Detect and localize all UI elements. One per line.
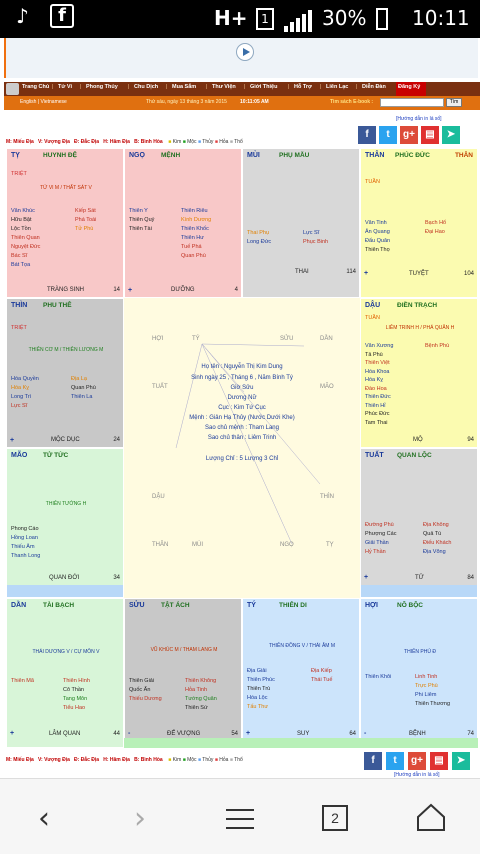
play-icon[interactable] bbox=[236, 43, 254, 61]
chu-menh: Sao chủ mệnh : Tham Lang bbox=[205, 425, 279, 431]
palace-mao[interactable]: MÃO TỬ TỨC THIÊN TƯỚNG H Phong Cáo Hồng Loan Thiếu Âm Thanh Long QUAN ĐỚI 34 bbox=[6, 448, 124, 598]
gplus-share-icon[interactable]: g+ bbox=[408, 752, 426, 770]
palace-dau[interactable]: DẬU ĐIỀN TRẠCH TUẦN LIÊM TRINH H / PHÁ QUÂN H Văn Xương Tả Phù Thiên Việt Hóa Khoa Hóa Kỵ Đào Hoa Thiên Đức Thiên Hỉ Phúc Đức Tam Thai Bệnh Phù MỘ 94 bbox=[360, 298, 478, 448]
nav-item-diendan[interactable]: Diễn Đàn bbox=[362, 84, 386, 90]
battery-level: 30% bbox=[322, 6, 367, 30]
nav-item-thuvien[interactable]: Thư Viện bbox=[212, 84, 236, 90]
birth-date: Sinh ngày 25 , Tháng 6 , Năm Bính Tý bbox=[191, 375, 293, 381]
legend-top: M: Miếu Địa V: Vượng Địa Đ: Đắc Địa H: Hãm Địa B: Bình Hòa ■ Kim ■ Mộc ■ Thủy ■ Hỏa ■ Thổ bbox=[6, 139, 243, 145]
luong-chi: Lượng Chỉ : 5 Lượng 3 Chỉ bbox=[205, 456, 279, 462]
battery-icon bbox=[376, 8, 388, 30]
palace-ngo[interactable]: NGỌ MỆNH Thiên Y Thiên Quý Thiên Tài Thiên Riêu Kình Dương Thiên Khốc Thiên Hư Tuế Phá Quan Phù + DƯỠNG 4 bbox=[124, 148, 242, 298]
telegram-icon[interactable]: ➤ bbox=[452, 752, 470, 770]
twitter-share-icon[interactable]: t bbox=[379, 126, 397, 144]
share-bar-bottom bbox=[364, 752, 480, 770]
center-info-panel: HỢI TÝ SỬU DẦN TUẤT MÃO DẬU THÌN THÂN MÙI NGỌ TỴ Họ tên : Nguyễn Thị Kim Dung Sinh ngày 25 , Tháng 6 , Năm Bính Tý Giờ Sửu Dương Nữ Cục : Kim Tứ Cục Mệnh : Giản Hạ Thủy (Nước Dưới Khe) Sao chủ mệnh : Tham Lang Sao chủ thân : Liêm Trinh Lượng Chỉ : 5 Lượng 3 Chỉ bbox=[124, 298, 360, 598]
gender: Dương Nữ bbox=[227, 395, 257, 401]
palace-ty2[interactable]: TÝ THIÊN DI THIÊN ĐỒNG V / THÁI ÂM M Địa Giải Thiên Phúc Thiên Trù Hóa Lộc Tấu Thư Địa Kiếp Thái Tuế + SUY 64 bbox=[242, 598, 360, 748]
palace-mui[interactable]: MÙI PHỤ MẪU Thai Phụ Long Đức Lực Sĩ Phục Binh THAI 114 bbox=[242, 148, 360, 298]
language-switch[interactable]: English | Vietnamese bbox=[20, 99, 67, 105]
date-text: Thứ sáu, ngày 13 tháng 3 năm 2015 bbox=[146, 99, 227, 105]
nav-item-phongthuy[interactable]: Phong Thủy bbox=[86, 84, 118, 90]
network-type: H+ bbox=[214, 6, 248, 30]
twitter-share-icon[interactable]: t bbox=[386, 752, 404, 770]
palace-thin[interactable]: THÌN PHU THÊ TRIỆT THIÊN CƠ M / THIÊN LƯƠNG M Hóa Quyền Hóa Kỵ Long Trì Lực Sĩ Địa Lạ Quan Phù Thiên La + MỘC DỤC 24 bbox=[6, 298, 124, 448]
facebook-share-icon[interactable]: f bbox=[364, 752, 382, 770]
logo-icon[interactable] bbox=[6, 83, 19, 95]
signal-icon bbox=[284, 10, 312, 37]
aspect-lines bbox=[124, 298, 360, 598]
browser-toolbar bbox=[0, 778, 480, 854]
print-help-link-bottom[interactable]: [Hướng dẫn in lá số] bbox=[394, 772, 440, 778]
menu-icon[interactable] bbox=[226, 807, 254, 836]
nav-item-gioithieu[interactable]: Giới Thiệu bbox=[250, 84, 278, 90]
horoscope-grid bbox=[6, 148, 478, 748]
facebook-share-icon[interactable]: f bbox=[358, 126, 376, 144]
nav-item-home[interactable]: Trang Chủ bbox=[22, 84, 50, 90]
palace-than[interactable]: THÂN PHÚC ĐỨC THÂN TUẦN Văn Tinh Ân Quang Đẩu Quân Thiên Thọ Bạch Hổ Đại Hao + TUYỆT 104 bbox=[360, 148, 478, 298]
main-nav: Trang Chủ | Tử Vi | Phong Thủy | Chu Dịch | Mua Sắm | Thư Viện | Giới Thiệu | Hỗ Trợ | Liên Lạc | Diễn Đàn Đăng Ký bbox=[4, 82, 480, 96]
sim-icon: 1 bbox=[256, 8, 274, 30]
clock: 10:11 bbox=[412, 6, 470, 30]
menh: Mệnh : Giản Hạ Thủy (Nước Dưới Khe) bbox=[189, 415, 295, 421]
ebook-label: Tìm sách E-book : bbox=[330, 99, 374, 105]
music-icon: ♪ bbox=[16, 4, 29, 28]
birth-hour: Giờ Sửu bbox=[230, 385, 254, 391]
print-icon[interactable]: ▤ bbox=[421, 126, 439, 144]
home-icon[interactable] bbox=[416, 803, 446, 836]
status-bar bbox=[0, 0, 480, 38]
browser-viewport bbox=[0, 38, 480, 778]
chu-than: Sao chủ thân : Liêm Trinh bbox=[207, 435, 277, 441]
palace-hoi[interactable]: HỢI NÔ BỘC THIÊN PHỦ Đ Thiên Khôi Linh Tinh Trực Phù Phi Liêm Thiên Thương - BỆNH 74 bbox=[360, 598, 478, 748]
forward-icon[interactable]: › bbox=[134, 801, 146, 836]
sub-nav bbox=[4, 96, 480, 110]
facebook-icon: f bbox=[50, 4, 74, 28]
print-help-link[interactable]: [Hướng dẫn in lá số] bbox=[396, 116, 442, 122]
gplus-share-icon[interactable]: g+ bbox=[400, 126, 418, 144]
palace-suu[interactable]: SỬU TẬT ÁCH VŨ KHÚC M / THAM LANG M Thiên Giải Quốc Ấn Thiếu Dương Thiên Không Hỏa Tinh Tướng Quân Thiên Sứ - ĐẾ VƯỢNG 54 bbox=[124, 598, 242, 748]
cuc: Cục : Kim Tứ Cục bbox=[218, 405, 266, 411]
ad-banner[interactable] bbox=[4, 38, 478, 78]
print-icon[interactable]: ▤ bbox=[430, 752, 448, 770]
ebook-search-button[interactable]: Tìm bbox=[446, 98, 462, 107]
back-icon[interactable]: ‹ bbox=[38, 801, 50, 836]
time-text: 10:11:05 AM bbox=[240, 99, 269, 105]
nav-item-lienlac[interactable]: Liên Lạc bbox=[326, 84, 349, 90]
share-bar-top bbox=[358, 126, 478, 144]
ebook-search-input[interactable] bbox=[380, 98, 444, 107]
nav-item-muasam[interactable]: Mua Sắm bbox=[172, 84, 197, 90]
palace-ty[interactable]: TỴ HUYNH ĐỆ TRIỆT TỬ VI M / THẤT SÁT V Văn Khúc Hữu Bật Lộc Tồn Thiên Quan Nguyệt Đức Bác Sĩ Bát Tọa Kiếp Sát Phá Toái Tử Phù TRÀNG SINH 14 bbox=[6, 148, 124, 298]
tabs-count-icon[interactable]: 2 bbox=[322, 805, 348, 831]
legend-bottom: M: Miếu Địa V: Vượng Địa Đ: Đắc Địa H: Hãm Địa B: Bình Hòa ■ Kim ■ Mộc ■ Thủy ■ Hỏa ■ Thổ bbox=[6, 757, 243, 763]
nav-item-hotro[interactable]: Hỗ Trợ bbox=[294, 84, 312, 90]
nav-item-tuvi[interactable]: Tử Vi bbox=[58, 84, 72, 90]
palace-tuat[interactable]: TUẤT QUAN LỘC Đường Phù Phượng Các Giải Thần Hỷ Thần Địa Không Quả Tú Điếu Khách Địa Võng + TỬ 84 bbox=[360, 448, 478, 598]
palace-dan[interactable]: DẦN TÀI BẠCH THÁI DƯƠNG V / CỰ MÔN V Thiên Mã Thiên Hình Cô Thần Tang Môn Tiểu Hao + LÂM QUAN 44 bbox=[6, 598, 124, 748]
owner-name: Họ tên : Nguyễn Thị Kim Dung bbox=[201, 364, 283, 370]
nav-item-dangky[interactable]: Đăng Ký bbox=[398, 84, 421, 90]
nav-item-chudich[interactable]: Chu Dịch bbox=[134, 84, 159, 90]
telegram-icon[interactable]: ➤ bbox=[442, 126, 460, 144]
